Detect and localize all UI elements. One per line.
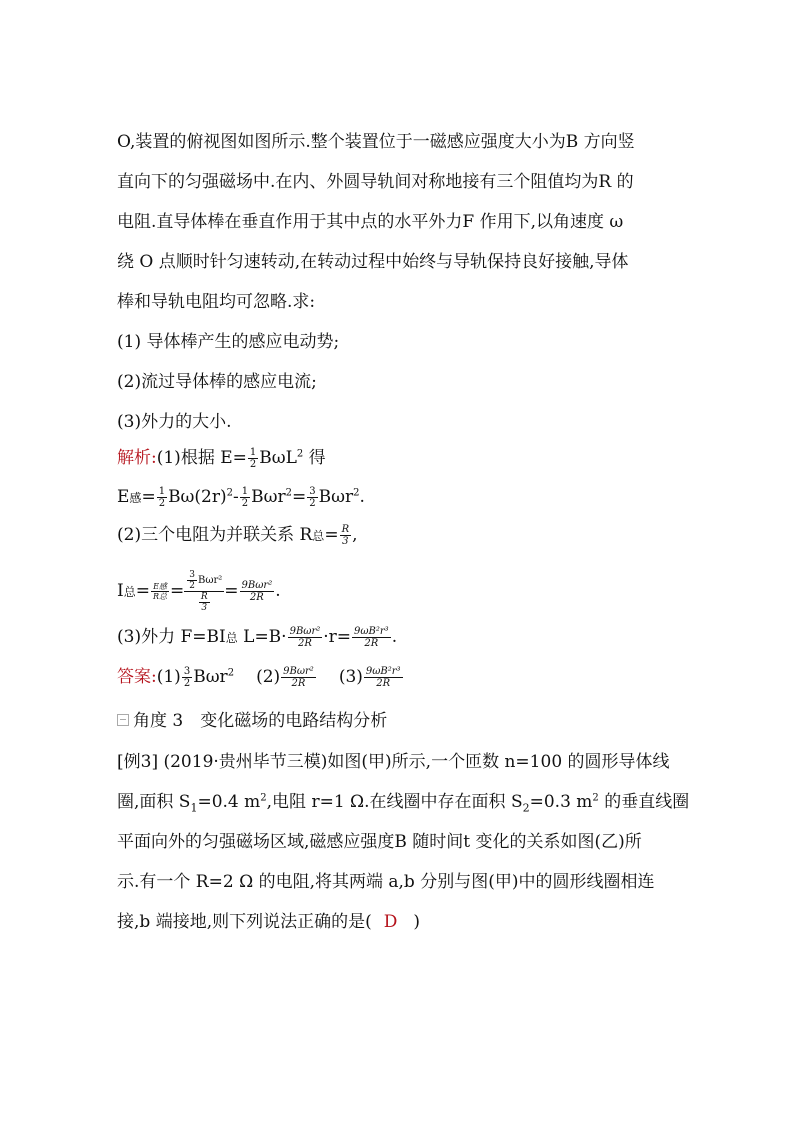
- fraction: $\frac{R}{3}$: [200, 592, 208, 613]
- section-heading: [117, 710, 387, 732]
- solution-line-5: (3)外力 F=BI总 L=B· $\frac{\text{9Bωr²}}{2R}$ ·r= $\frac{\text{9ωB²r³}}{2R}$ .: [117, 626, 398, 649]
- para-line-1: O,装置的俯视图如图所示.整个装置位于一磁感应强度大小为B 方向竖: [117, 132, 635, 152]
- subscript: 感: [129, 491, 142, 505]
- fraction: $\frac{\text{9Bωr²}}{2R}$: [241, 580, 273, 603]
- fraction: $\frac{\text{9ωB²r³}}{2R}$: [354, 626, 389, 649]
- fraction: $\frac{1}{2}$: [241, 486, 249, 509]
- answer-choice: D: [383, 912, 398, 932]
- fraction: $\frac{\text{9ωB²r³}}{2R}$: [365, 666, 401, 689]
- fraction: $\frac{1}{2}$: [158, 486, 166, 509]
- solution-text: BωL: [259, 448, 297, 468]
- compound-fraction: $\frac{3}{2}$ Bωr² $\frac{R}{3}$: [184, 570, 224, 613]
- solution-line-4: I总= $\frac{\text{E感}}{\text{R总}}$ = $\frac{3}{2}$ Bωr² $\frac{R}{3}$ = $\frac{\text{9Bωr²}}{2R}$ .: [117, 570, 281, 613]
- fraction: $\frac{3}{2}$: [189, 570, 195, 591]
- para-line-4: 绕 O 点顺时针匀速转动,在转动过程中始终与导轨保持良好接触,导体: [117, 252, 629, 272]
- section-title: 角度 3 变化磁场的电路结构分析: [133, 711, 388, 731]
- fraction: $\frac{3}{2}$: [183, 666, 191, 689]
- fraction: $\frac{\text{9Bωr²}}{2R}$: [283, 666, 314, 689]
- solution-label: 解析:: [117, 448, 157, 468]
- solution-text: 得: [303, 448, 326, 468]
- solution-line-1: [117, 447, 326, 470]
- example-line-3: 平面向外的匀强磁场区域,磁感应强度B 随时间t 变化的关系如图(乙)所: [117, 832, 642, 852]
- solution-line-2: E感= $\frac{1}{2}$ $B\omega(2r)^2-$ $\frac{1}{2}$ Bωr$^2$= $\frac{3}{2}$ Bωr$^2$.: [117, 486, 365, 509]
- question-3: (3)外力的大小.: [117, 412, 232, 432]
- subscript: 总: [225, 631, 238, 645]
- subscript: 总: [123, 585, 136, 599]
- fraction: $\frac{R}{3}$: [341, 524, 350, 547]
- example-line-4: 示.有一个 R=2 Ω 的电阻,将其两端 a,b 分别与图(甲)中的圆形线圈相连: [117, 872, 655, 892]
- para-line-2: 直向下的匀强磁场中.在内、外圆导轨间对称地接有三个阻值均为R 的: [117, 172, 634, 192]
- example-line-5: 接,b 端接地,则下列说法正确的是( D ): [117, 912, 421, 932]
- question-1: (1) 导体棒产生的感应电动势;: [117, 332, 340, 352]
- solution-line-3: (2)三个电阻为并联关系 R总= $\frac{R}{3}$ ,: [117, 524, 358, 547]
- example-line-2: 圈,面积 $S_1=0.4$ $m^2$,电阻 r=1 Ω.在线圈中存在面积 $S_2=0.3$ $m^2$ 的垂直线圈: [117, 792, 690, 815]
- solution-text: (1)根据 E=: [156, 448, 247, 468]
- example-line-1: [例3] (2019·贵州毕节三模)如图(甲)所示,一个匝数 n=100 的圆形导体线: [117, 752, 670, 772]
- image-placeholder-icon: [117, 714, 129, 726]
- para-line-5: 棒和导轨电阻均可忽略.求:: [117, 292, 316, 312]
- question-2: (2)流过导体棒的感应电流;: [117, 372, 317, 392]
- fraction: $\frac{\text{9Bωr²}}{2R}$: [289, 626, 321, 649]
- fraction: $\frac{\text{E感}}{\text{R总}}$: [152, 582, 168, 601]
- subscript: 总: [312, 529, 325, 543]
- para-line-3: 电阻.直导体棒在垂直作用于其中点的水平外力F 作用下,以角速度 ω: [117, 212, 624, 232]
- fraction: $\frac{3}{2}$: [309, 486, 316, 509]
- answer-label: 答案:: [117, 667, 157, 687]
- exponent: 2: [296, 448, 304, 460]
- fraction: $\frac{1}{2}$: [249, 447, 257, 470]
- answer-line: 答案:(1) $\frac{3}{2}$ Bωr$^2$ (2) $\frac{\text{9Bωr²}}{2R}$ (3) $\frac{\text{9ωB²r³}}{2R}$: [117, 666, 401, 689]
